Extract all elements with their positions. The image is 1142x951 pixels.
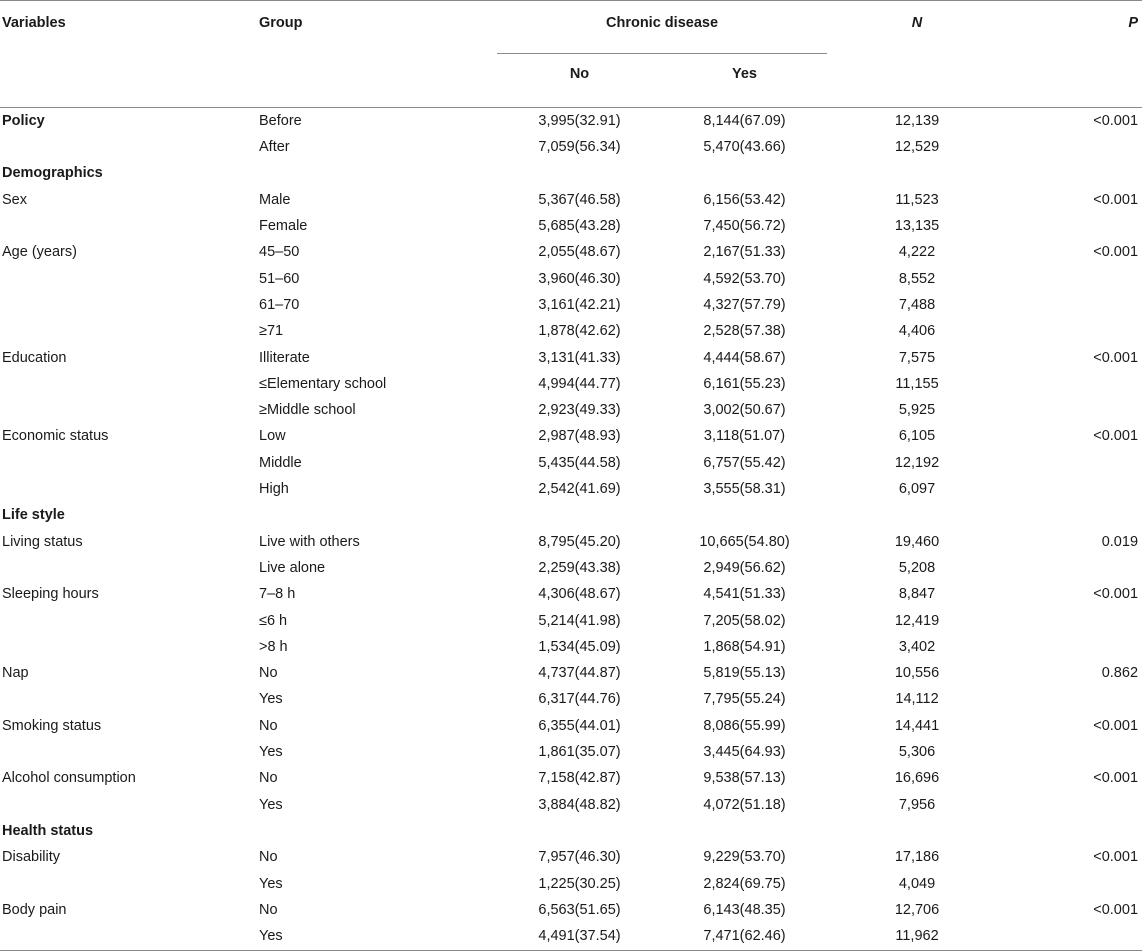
table-body [0,108,1142,951]
cell-yes: 7,450(56.72) [703,218,786,235]
cell-yes: 3,002(50.67) [703,402,786,419]
cell-variable [0,371,257,397]
cell-group: 51–60 [259,270,300,287]
cell-group: Illiterate [259,349,310,366]
cell-variable [0,871,257,897]
table-row [0,871,1142,897]
header-blank-1 [0,54,257,108]
cell-group: After [259,139,290,156]
table-header [0,1,1142,108]
cell-n: 14,441 [894,717,940,734]
table-row [0,634,1142,660]
cell-no: 3,995(32.91) [538,112,621,129]
header-variables: Variables [0,1,257,54]
cell-group: Male [259,191,291,208]
cell-group: ≤Elementary school [259,375,387,392]
cell-group: Yes [257,923,497,950]
cell-no: 5,367(46.58) [538,191,621,208]
header-row-bottom [0,54,1142,108]
cell-n: 7,488 [898,296,936,313]
cell-no: 1,534(45.09) [538,638,621,655]
cell-variable: Sex [2,191,27,208]
cell-no: 5,685(43.28) [538,218,621,235]
table-row [0,371,1142,397]
cell-yes: 4,541(51.33) [703,586,786,603]
cell-group: Yes [259,744,283,761]
cell-n: 19,460 [894,533,940,550]
cell-p: <0.001 [1093,244,1139,261]
cell-no [497,818,662,844]
table-row [0,555,1142,581]
cell-yes: 6,143(48.35) [703,901,786,918]
cell-p: <0.001 [1093,849,1139,866]
cell-no: 8,795(45.20) [538,533,621,550]
cell-p [1007,371,1142,397]
header-chronic-disease [497,1,827,54]
cell-n: 5,925 [898,402,936,419]
table-row [0,397,1142,423]
cell-variable: Alcohol consumption [2,770,136,787]
cell-p [1007,555,1142,581]
table-row [0,476,1142,502]
table-row [0,502,1142,528]
cell-p [1007,634,1142,660]
cell-variable [0,292,257,318]
table-row [0,844,1142,870]
cell-variable: Sleeping hours [2,586,99,603]
cell-group: Live with others [259,533,360,550]
cell-no: 2,923(49.33) [538,402,621,419]
cell-n: 7,956 [898,796,936,813]
cell-group: 61–70 [259,296,300,313]
cell-n: 6,105 [898,428,936,445]
cell-p [1007,450,1142,476]
cell-n: 5,208 [898,559,936,576]
cell-yes: 7,471(62.46) [662,923,827,950]
cell-variable [0,134,257,160]
cell-yes: 2,824(69.75) [703,875,786,892]
cell-group: Live alone [259,559,326,576]
cell-yes: 6,156(53.42) [703,191,786,208]
cell-yes: 5,470(43.66) [703,139,786,156]
table-row [0,581,1142,607]
cell-no: 1,861(35.07) [538,744,621,761]
cell-no: 4,306(48.67) [538,586,621,603]
cell-group: ≤6 h [259,612,288,629]
cell-variable: Demographics [2,165,103,182]
cell-no: 2,055(48.67) [538,244,621,261]
cell-variable: Body pain [2,901,67,918]
table-row [0,239,1142,265]
cell-group: ≥71 [259,323,284,340]
cell-p [1007,739,1142,765]
table-row [0,897,1142,923]
cell-variable: Age (years) [2,244,77,261]
cell-no: 6,563(51.65) [538,901,621,918]
cell-variable [0,687,257,713]
cell-n: 12,706 [894,901,940,918]
cell-group: Middle [259,454,302,471]
cell-n: 6,097 [898,481,936,498]
cell-group: Female [259,218,308,235]
cell-n: 7,575 [898,349,936,366]
cell-group [257,818,497,844]
header-blank-3 [827,54,1007,108]
cell-no: 4,737(44.87) [538,665,621,682]
cell-yes: 6,161(55.23) [703,375,786,392]
cell-variable [0,555,257,581]
cell-variable: Smoking status [2,717,102,734]
cell-yes: 8,144(67.09) [703,112,786,129]
cell-yes: 2,949(56.62) [703,559,786,576]
cell-no: 4,491(37.54) [497,923,662,950]
cell-group: 7–8 h [259,586,296,603]
cell-yes: 7,795(55.24) [703,691,786,708]
cell-variable [0,634,257,660]
cell-yes: 2,528(57.38) [703,323,786,340]
cell-p [1007,266,1142,292]
chronic-disease-wrap [497,15,827,31]
cell-yes: 2,167(51.33) [703,244,786,261]
cell-p: <0.001 [1093,112,1139,129]
cell-p [1007,608,1142,634]
cell-group: Yes [259,875,283,892]
cell-no: 1,225(30.25) [538,875,621,892]
cell-n [827,502,1007,528]
cell-n: 8,552 [898,270,936,287]
cell-no [497,502,662,528]
table-row [0,608,1142,634]
cell-p: <0.001 [1093,770,1139,787]
cell-p: <0.001 [1093,586,1139,603]
cell-group: No [259,717,278,734]
cell-no: 3,161(42.21) [538,296,621,313]
table-row [0,450,1142,476]
cell-p: <0.001 [1093,901,1139,918]
cell-p [1007,213,1142,239]
cell-variable [0,266,257,292]
cell-yes: 4,327(57.79) [703,296,786,313]
cell-group [257,502,497,528]
cell-p: <0.001 [1093,191,1139,208]
table-row [0,713,1142,739]
cell-n: 11,523 [895,191,939,208]
cell-n: 12,419 [894,612,940,629]
header-blank-2 [257,54,497,108]
cell-variable: Education [2,349,67,366]
cell-no: 1,878(42.62) [538,323,621,340]
table-row [0,318,1142,344]
cell-no: 6,317(44.76) [538,691,621,708]
cell-no: 2,259(43.38) [538,559,621,576]
cell-variable: Health status [2,822,94,839]
cell-variable [0,318,257,344]
cell-n: 11,962 [827,923,1007,950]
cell-n: 3,402 [898,638,936,655]
cell-yes: 9,538(57.13) [703,770,786,787]
cell-p [1007,818,1142,844]
cell-no: 3,960(46.30) [538,270,621,287]
table-row [0,660,1142,686]
cell-variable: Policy [2,112,45,129]
cell-p [1007,318,1142,344]
cell-variable: Living status [2,533,83,550]
table-row [0,108,1142,135]
cell-yes: 4,592(53.70) [703,270,786,287]
cell-group: No [259,770,278,787]
cell-no: 7,957(46.30) [538,849,621,866]
cell-variable [0,397,257,423]
cell-yes [662,818,827,844]
cell-group [257,161,497,187]
table-row [0,792,1142,818]
cell-group: >8 h [259,638,288,655]
cell-n: 12,139 [894,112,940,129]
table-row [0,818,1142,844]
cell-variable [0,739,257,765]
cell-p: 0.862 [1101,665,1139,682]
cell-group: Before [259,112,302,129]
cell-no: 5,214(41.98) [538,612,621,629]
cell-group: Low [259,428,286,445]
cell-n: 11,155 [895,375,939,392]
header-p: P [1007,1,1142,54]
cell-group: No [259,665,278,682]
cell-p [1007,687,1142,713]
cell-p [1007,476,1142,502]
cell-p [1007,292,1142,318]
header-group: Group [257,1,497,54]
cell-no: 5,435(44.58) [538,454,621,471]
cell-yes: 3,118(51.07) [703,428,786,445]
table-row [0,529,1142,555]
cell-p [1007,161,1142,187]
cell-yes: 7,205(58.02) [703,612,786,629]
cell-no: 4,994(44.77) [538,375,621,392]
cell-yes: 6,757(55.42) [703,454,786,471]
cell-n: 12,192 [894,454,940,471]
cell-p [1007,502,1142,528]
cell-yes [662,502,827,528]
cell-no: 7,158(42.87) [538,770,621,787]
cell-group: No [259,849,278,866]
cell-group: No [259,901,278,918]
cell-yes: 4,072(51.18) [703,796,786,813]
cell-n: 5,306 [898,744,936,761]
cell-variable [0,213,257,239]
cell-yes: 1,868(54.91) [703,638,786,655]
cell-variable: Economic status [2,428,109,445]
cell-variable: Disability [2,849,61,866]
cell-p [1007,134,1142,160]
cell-group: Yes [259,796,283,813]
table-row [0,134,1142,160]
cell-no [497,161,662,187]
cell-no: 7,059(56.34) [538,139,621,156]
cell-p [1007,871,1142,897]
cell-n: 14,112 [895,691,939,708]
cell-n: 4,406 [898,323,936,340]
table-row [0,424,1142,450]
header-no: No [497,54,662,108]
cell-n [827,818,1007,844]
cell-no: 2,542(41.69) [538,481,621,498]
header-chronic-disease-label: Chronic disease [606,15,719,31]
cell-no: 6,355(44.01) [538,717,621,734]
cell-group: 45–50 [259,244,300,261]
table-row [0,765,1142,791]
header-n: N [827,1,1007,54]
cell-yes: 8,086(55.99) [703,717,786,734]
header-yes: Yes [662,54,827,108]
cell-n: 17,186 [894,849,940,866]
cell-group: Yes [259,691,283,708]
table-row [0,213,1142,239]
cell-yes: 10,665(54.80) [699,533,790,550]
cell-yes: 5,819(55.13) [703,665,786,682]
cell-no: 3,884(48.82) [538,796,621,813]
cell-no: 3,131(41.33) [538,349,621,366]
cell-n: 8,847 [898,586,936,603]
cell-yes: 3,555(58.31) [703,481,786,498]
cell-yes: 4,444(58.67) [703,349,786,366]
cell-group: High [259,481,289,498]
cell-variable [0,476,257,502]
header-blank-4 [1007,54,1142,108]
cell-n: 4,049 [898,875,936,892]
table-row [0,345,1142,371]
cell-p: <0.001 [1093,349,1139,366]
cell-p: <0.001 [1093,428,1139,445]
cell-variable: Life style [2,507,65,524]
header-row-top [0,1,1142,54]
table-row [0,687,1142,713]
cell-n: 16,696 [894,770,940,787]
table-row [0,739,1142,765]
cell-p [1007,792,1142,818]
cell-n [827,161,1007,187]
cell-variable: Nap [2,665,29,682]
table-row [0,187,1142,213]
cell-p [1007,397,1142,423]
cell-variable [0,608,257,634]
cell-no: 2,987(48.93) [538,428,621,445]
cell-group: ≥Middle school [259,402,356,419]
cell-p: <0.001 [1093,717,1139,734]
cell-n: 10,556 [894,665,940,682]
cell-yes [662,161,827,187]
cell-yes: 3,445(64.93) [703,744,786,761]
cell-n: 12,529 [894,139,940,156]
cell-variable [0,450,257,476]
table-row [0,266,1142,292]
cell-yes: 9,229(53.70) [703,849,786,866]
cell-n: 13,135 [894,218,940,235]
cell-variable [0,792,257,818]
cell-n: 4,222 [898,244,936,261]
table-row [0,292,1142,318]
cell-p: 0.019 [1101,533,1139,550]
table-row [0,161,1142,187]
